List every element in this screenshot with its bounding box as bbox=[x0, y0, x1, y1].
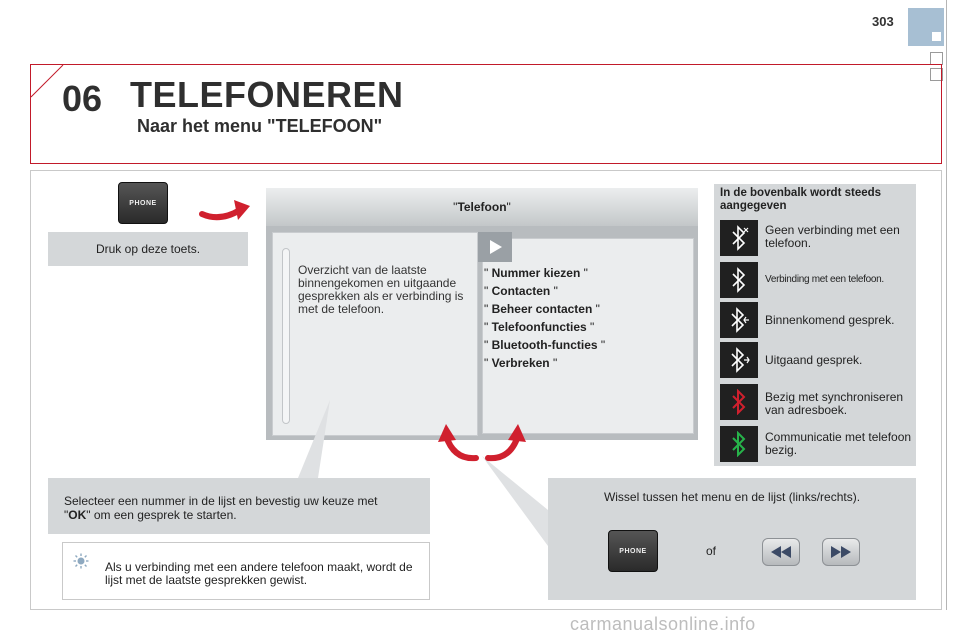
screen-title-bar: " Telefoon " bbox=[266, 188, 698, 226]
bluetooth-no-connection-icon bbox=[720, 220, 758, 256]
page-number: 303 bbox=[872, 14, 894, 29]
fast-forward-button[interactable] bbox=[822, 538, 860, 566]
info-text: Als u verbinding met een andere telefoon maakt, wordt de lijst met de laatste gesprekken gewist. bbox=[105, 560, 413, 587]
legend-item-text: Geen verbinding met een telefoon. bbox=[765, 223, 900, 250]
or-label: of bbox=[706, 544, 717, 558]
menu-item[interactable]: " Nummer kiezen " bbox=[484, 266, 588, 280]
legend-item-text: Communicatie met telefoon bezig. bbox=[765, 430, 912, 457]
phone-key[interactable]: PHONE bbox=[608, 530, 658, 572]
rewind-icon bbox=[770, 545, 792, 559]
bluetooth-incoming-icon bbox=[720, 302, 758, 338]
menu-item[interactable]: " Telefoonfuncties " bbox=[484, 320, 595, 334]
scrollbar[interactable] bbox=[282, 248, 290, 424]
menu-item[interactable]: " Verbreken " bbox=[484, 356, 558, 370]
page-rule bbox=[946, 0, 947, 610]
menu-item[interactable]: " Bluetooth-functies " bbox=[484, 338, 606, 352]
legend-title: In de bovenbalk wordt steeds aangegeven bbox=[720, 187, 882, 212]
page-title: TELEFONEREN bbox=[130, 74, 404, 115]
call-log-description: Overzicht van de laatste binnengekomen en uitgaande gesprekken als er verbinding is met de telefoon. bbox=[298, 263, 464, 316]
menu-item[interactable]: " Beheer contacten " bbox=[484, 302, 600, 316]
screen-title: Telefoon bbox=[457, 200, 507, 214]
switch-right-arrow-icon bbox=[484, 420, 528, 464]
page-subtitle: Naar het menu "TELEFOON" bbox=[137, 116, 383, 136]
callout-pointer bbox=[290, 400, 350, 478]
watermark: carmanualsonline.info bbox=[570, 614, 756, 634]
phone-key[interactable]: PHONE bbox=[118, 182, 168, 224]
step-instruction: Druk op deze toets. bbox=[48, 232, 248, 266]
bluetooth-active-icon bbox=[720, 426, 758, 462]
menu-item[interactable]: " Contacten " bbox=[484, 284, 558, 298]
info-note bbox=[62, 542, 430, 600]
rewind-button[interactable] bbox=[762, 538, 800, 566]
legend-item-text: Binnenkomend gesprek. bbox=[765, 313, 895, 327]
legend-item-text: Bezig met synchroniseren van adresboek. bbox=[765, 390, 904, 417]
fast-forward-icon bbox=[830, 545, 852, 559]
switch-instruction bbox=[548, 478, 916, 600]
switch-text: Wissel tussen het menu en de lijst (links/rechts). bbox=[603, 490, 861, 504]
bluetooth-sync-icon bbox=[720, 384, 758, 420]
bluetooth-connected-icon bbox=[720, 262, 758, 298]
legend-item-text: Verbinding met een telefoon. bbox=[765, 274, 884, 285]
status-legend bbox=[714, 184, 916, 466]
chapter-number: 06 bbox=[62, 78, 103, 119]
bluetooth-outgoing-icon bbox=[720, 342, 758, 378]
select-instruction: Selecteer een nummer in de lijst en bevestig uw keuze met "OK" om een gesprek te starten. bbox=[48, 478, 430, 534]
legend-item-text: Uitgaand gesprek. bbox=[765, 353, 863, 367]
play-icon[interactable] bbox=[478, 232, 512, 262]
red-arrow-icon bbox=[198, 192, 254, 228]
ok-label: OK bbox=[68, 508, 87, 522]
phone-menu-list bbox=[484, 264, 605, 372]
switch-left-arrow-icon bbox=[436, 420, 480, 464]
section-tab bbox=[908, 8, 944, 46]
sun-info-icon bbox=[73, 553, 89, 569]
